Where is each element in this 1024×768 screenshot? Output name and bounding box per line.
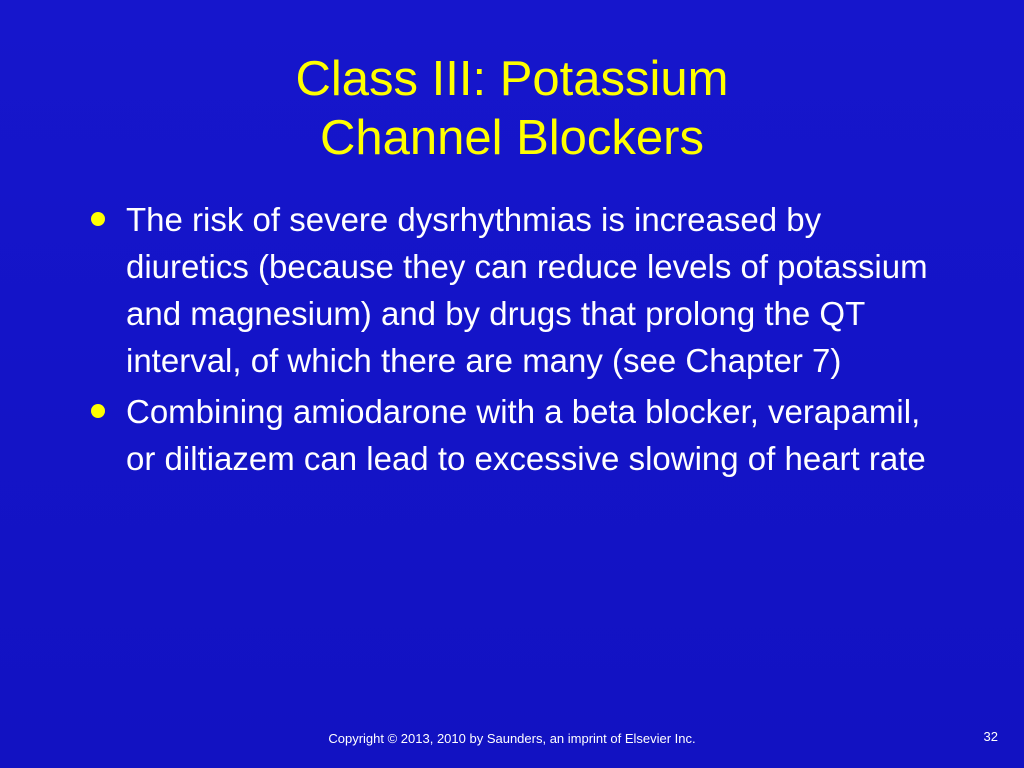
yellow-dot-icon xyxy=(91,404,105,418)
slide-title-line-1: Class III: Potassium xyxy=(295,52,729,106)
bullet-item xyxy=(82,196,942,384)
slide-title xyxy=(0,50,1024,168)
slide-title-line-2: Channel Blockers xyxy=(319,111,705,165)
page-number: 32 xyxy=(983,729,998,744)
bullet-text: Combining amiodarone with a beta blocker, verapamil, or diltiazem can lead to excessive slowing of heart rate xyxy=(126,393,926,477)
bullet-text: The risk of severe dysrhythmias is increased by diuretics (because they can reduce levels of potassium and magnesium) and by drugs that prolong the QT interval, of which there are many (see Chapter 7) xyxy=(126,201,928,379)
bullet-item xyxy=(82,388,942,482)
yellow-dot-icon xyxy=(91,212,105,226)
copyright-footer: Copyright © 2013, 2010 by Saunders, an imprint of Elsevier Inc. xyxy=(328,731,696,746)
bullet-list xyxy=(82,196,942,486)
